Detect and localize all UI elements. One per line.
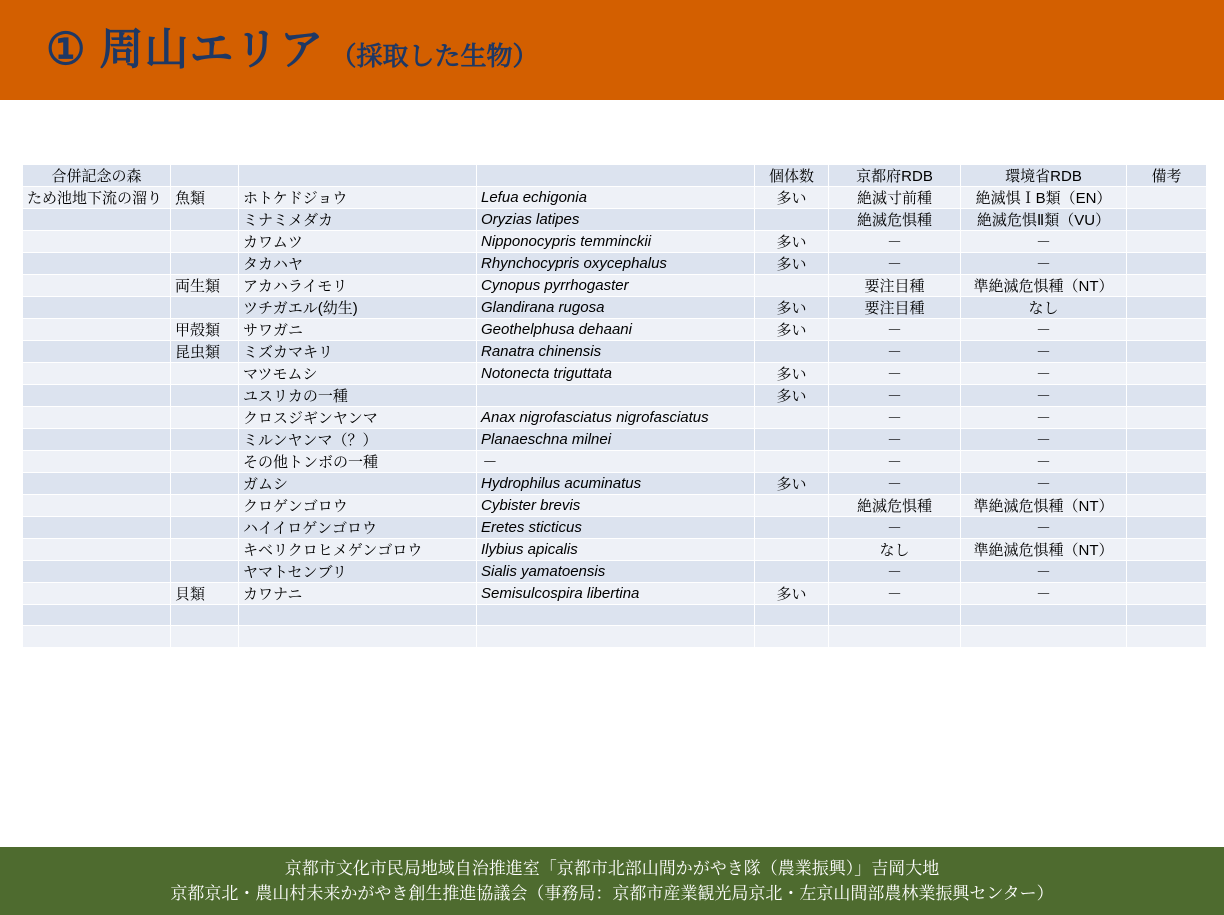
table-row — [23, 231, 1207, 253]
cell-kyoto: － — [829, 385, 961, 407]
page-subtitle: （採取した生物） — [330, 41, 539, 71]
cell-count — [755, 209, 829, 231]
cell-kyoto: － — [829, 451, 961, 473]
cell-note — [1127, 231, 1207, 253]
cell-sname — [477, 385, 755, 407]
cell-area — [23, 626, 171, 647]
footer-band — [0, 847, 1224, 915]
cell-kyoto: 要注目種 — [829, 275, 961, 297]
table-row — [23, 363, 1207, 385]
cell-note — [1127, 517, 1207, 539]
cell-kyoto — [829, 626, 961, 647]
cell-count: 多い — [755, 473, 829, 495]
cell-env: 準絶滅危惧種（NT） — [961, 539, 1127, 561]
cell-note — [1127, 253, 1207, 275]
cell-kyoto: － — [829, 341, 961, 363]
cell-note — [1127, 363, 1207, 385]
table-row — [23, 473, 1207, 495]
cell-env: なし — [961, 297, 1127, 319]
species-table — [22, 164, 1207, 648]
cell-env: － — [961, 341, 1127, 363]
cell-group — [171, 626, 239, 647]
cell-note — [1127, 539, 1207, 561]
cell-count: 多い — [755, 319, 829, 341]
cell-note — [1127, 209, 1207, 231]
cell-note — [1127, 583, 1207, 605]
cell-kyoto: － — [829, 561, 961, 583]
cell-note — [1127, 429, 1207, 451]
table-row — [23, 187, 1207, 209]
cell-sname: Hydrophilus acuminatus — [477, 473, 755, 495]
cell-sname: Cynopus pyrrhogaster — [477, 275, 755, 297]
cell-group — [171, 605, 239, 626]
cell-group — [171, 429, 239, 451]
cell-area — [23, 363, 171, 385]
cell-kyoto: 絶滅寸前種 — [829, 187, 961, 209]
cell-jname: クロゲンゴロウ — [239, 495, 477, 517]
cell-count: 多い — [755, 363, 829, 385]
cell-sname: Planaeschna milnei — [477, 429, 755, 451]
cell-count — [755, 429, 829, 451]
cell-sname: Ranatra chinensis — [477, 341, 755, 363]
cell-area — [23, 209, 171, 231]
cell-group: 貝類 — [171, 583, 239, 605]
cell-jname: ミルンヤンマ（？） — [239, 429, 477, 451]
cell-note — [1127, 451, 1207, 473]
cell-area — [23, 561, 171, 583]
cell-sname — [477, 626, 755, 647]
table-row — [23, 451, 1207, 473]
cell-note — [1127, 385, 1207, 407]
table-row — [23, 209, 1207, 231]
table-header-row — [23, 165, 1207, 187]
cell-count — [755, 561, 829, 583]
table-header-count: 個体数 — [755, 165, 829, 187]
cell-group: 昆虫類 — [171, 341, 239, 363]
cell-kyoto: 絶滅危惧種 — [829, 209, 961, 231]
cell-kyoto: － — [829, 583, 961, 605]
cell-env: － — [961, 583, 1127, 605]
cell-area — [23, 473, 171, 495]
cell-area: ため池地下流の溜り — [23, 187, 171, 209]
cell-sname: － — [477, 451, 755, 473]
cell-jname: ツチガエル(幼生) — [239, 297, 477, 319]
cell-area — [23, 319, 171, 341]
cell-jname: ユスリカの一種 — [239, 385, 477, 407]
cell-env: － — [961, 363, 1127, 385]
table-header-group — [171, 165, 239, 187]
cell-area — [23, 605, 171, 626]
header-content — [46, 0, 538, 100]
cell-jname: サワガニ — [239, 319, 477, 341]
cell-sname: Glandirana rugosa — [477, 297, 755, 319]
cell-kyoto: － — [829, 517, 961, 539]
cell-group: 両生類 — [171, 275, 239, 297]
cell-area — [23, 539, 171, 561]
cell-area — [23, 495, 171, 517]
cell-env: － — [961, 407, 1127, 429]
cell-area — [23, 583, 171, 605]
table-row — [23, 319, 1207, 341]
cell-sname: Geothelphusa dehaani — [477, 319, 755, 341]
cell-sname: Ilybius apicalis — [477, 539, 755, 561]
cell-count: 多い — [755, 187, 829, 209]
cell-area — [23, 407, 171, 429]
cell-env: 絶滅惧ＩB類（EN） — [961, 187, 1127, 209]
cell-group — [171, 253, 239, 275]
cell-jname: ミナミメダカ — [239, 209, 477, 231]
cell-kyoto: － — [829, 429, 961, 451]
cell-sname: Semisulcospira libertina — [477, 583, 755, 605]
cell-jname: ガムシ — [239, 473, 477, 495]
cell-sname — [477, 605, 755, 626]
cell-note — [1127, 407, 1207, 429]
cell-kyoto: － — [829, 319, 961, 341]
cell-area — [23, 275, 171, 297]
cell-jname: カワムツ — [239, 231, 477, 253]
cell-kyoto: － — [829, 407, 961, 429]
cell-env: － — [961, 385, 1127, 407]
cell-env: － — [961, 561, 1127, 583]
table-row — [23, 605, 1207, 626]
cell-env: － — [961, 253, 1127, 275]
cell-env: － — [961, 451, 1127, 473]
table-row — [23, 561, 1207, 583]
cell-group — [171, 451, 239, 473]
cell-sname: Anax nigrofasciatus nigrofasciatus — [477, 407, 755, 429]
table-row — [23, 407, 1207, 429]
table-row — [23, 626, 1207, 647]
cell-env — [961, 626, 1127, 647]
table-header-sname — [477, 165, 755, 187]
cell-sname: Notonecta triguttata — [477, 363, 755, 385]
table-header-kyoto: 京都府RDB — [829, 165, 961, 187]
table-row — [23, 385, 1207, 407]
table-row — [23, 583, 1207, 605]
cell-group — [171, 407, 239, 429]
cell-jname: アカハライモリ — [239, 275, 477, 297]
page-title: 周山エリア — [99, 25, 325, 74]
cell-env: － — [961, 231, 1127, 253]
cell-jname: その他トンボの一種 — [239, 451, 477, 473]
cell-group — [171, 297, 239, 319]
cell-env: 準絶滅危惧種（NT） — [961, 275, 1127, 297]
table-row — [23, 429, 1207, 451]
cell-jname: ハイイロゲンゴロウ — [239, 517, 477, 539]
cell-area — [23, 385, 171, 407]
cell-kyoto: － — [829, 231, 961, 253]
cell-jname: カワナニ — [239, 583, 477, 605]
cell-group — [171, 231, 239, 253]
cell-kyoto: 絶滅危惧種 — [829, 495, 961, 517]
cell-note — [1127, 187, 1207, 209]
cell-note — [1127, 626, 1207, 647]
cell-count — [755, 517, 829, 539]
cell-count: 多い — [755, 385, 829, 407]
table-header-note: 備考 — [1127, 165, 1207, 187]
cell-count: 多い — [755, 297, 829, 319]
cell-env: 絶滅危惧Ⅱ類（VU） — [961, 209, 1127, 231]
cell-jname: ヤマトセンブリ — [239, 561, 477, 583]
cell-group — [171, 385, 239, 407]
cell-area — [23, 231, 171, 253]
cell-note — [1127, 495, 1207, 517]
cell-kyoto: － — [829, 473, 961, 495]
cell-jname: タカハヤ — [239, 253, 477, 275]
cell-group — [171, 473, 239, 495]
cell-sname: Oryzias latipes — [477, 209, 755, 231]
cell-jname — [239, 626, 477, 647]
footer-line-1: 京都市文化市民局地域自治推進室「京都市北部山間かがやき隊（農業振興）」吉岡大地 — [284, 858, 940, 878]
cell-env: － — [961, 517, 1127, 539]
cell-group: 魚類 — [171, 187, 239, 209]
cell-count — [755, 407, 829, 429]
cell-group — [171, 561, 239, 583]
slide-number: ① — [46, 25, 86, 74]
header-band — [0, 0, 1224, 100]
cell-kyoto: 要注目種 — [829, 297, 961, 319]
cell-kyoto — [829, 605, 961, 626]
cell-jname: ミズカマキリ — [239, 341, 477, 363]
cell-note — [1127, 473, 1207, 495]
footer-line-2: 京都京北・農山村未来かがやき創生推進協議会（事務局：京都市産業観光局京北・左京山間部農林業振興センター） — [170, 884, 1054, 903]
cell-note — [1127, 297, 1207, 319]
cell-count: 多い — [755, 231, 829, 253]
cell-group: 甲殻類 — [171, 319, 239, 341]
cell-group — [171, 363, 239, 385]
table-row — [23, 495, 1207, 517]
cell-group — [171, 209, 239, 231]
cell-area — [23, 253, 171, 275]
cell-kyoto: － — [829, 253, 961, 275]
table-body — [23, 165, 1207, 648]
cell-count — [755, 275, 829, 297]
cell-note — [1127, 275, 1207, 297]
cell-group — [171, 495, 239, 517]
cell-env: － — [961, 319, 1127, 341]
cell-jname: クロスジギンヤンマ — [239, 407, 477, 429]
cell-sname: Eretes sticticus — [477, 517, 755, 539]
cell-area — [23, 341, 171, 363]
cell-area — [23, 297, 171, 319]
cell-env — [961, 605, 1127, 626]
table-row — [23, 539, 1207, 561]
cell-count: 多い — [755, 583, 829, 605]
cell-group — [171, 517, 239, 539]
cell-note — [1127, 605, 1207, 626]
table-row — [23, 275, 1207, 297]
cell-jname: マツモムシ — [239, 363, 477, 385]
cell-count: 多い — [755, 253, 829, 275]
cell-area — [23, 451, 171, 473]
cell-count — [755, 451, 829, 473]
cell-env: － — [961, 429, 1127, 451]
table-row — [23, 297, 1207, 319]
cell-env: 準絶滅危惧種（NT） — [961, 495, 1127, 517]
cell-note — [1127, 319, 1207, 341]
cell-env: － — [961, 473, 1127, 495]
table-header-env: 環境省RDB — [961, 165, 1127, 187]
cell-area — [23, 429, 171, 451]
cell-area — [23, 517, 171, 539]
cell-jname: ホトケドジョウ — [239, 187, 477, 209]
cell-count — [755, 626, 829, 647]
cell-count — [755, 539, 829, 561]
cell-count — [755, 605, 829, 626]
cell-count — [755, 495, 829, 517]
cell-note — [1127, 341, 1207, 363]
cell-jname — [239, 605, 477, 626]
cell-sname: Cybister brevis — [477, 495, 755, 517]
table-row — [23, 341, 1207, 363]
cell-note — [1127, 561, 1207, 583]
cell-jname: キベリクロヒメゲンゴロウ — [239, 539, 477, 561]
cell-sname: Nipponocypris temminckii — [477, 231, 755, 253]
cell-kyoto: － — [829, 363, 961, 385]
table-header-jname — [239, 165, 477, 187]
cell-sname: Sialis yamatoensis — [477, 561, 755, 583]
cell-count — [755, 341, 829, 363]
table-header-area: 合併記念の森 — [23, 165, 171, 187]
cell-group — [171, 539, 239, 561]
cell-sname: Lefua echigonia — [477, 187, 755, 209]
cell-sname: Rhynchocypris oxycephalus — [477, 253, 755, 275]
table-row — [23, 517, 1207, 539]
table-row — [23, 253, 1207, 275]
cell-kyoto: なし — [829, 539, 961, 561]
